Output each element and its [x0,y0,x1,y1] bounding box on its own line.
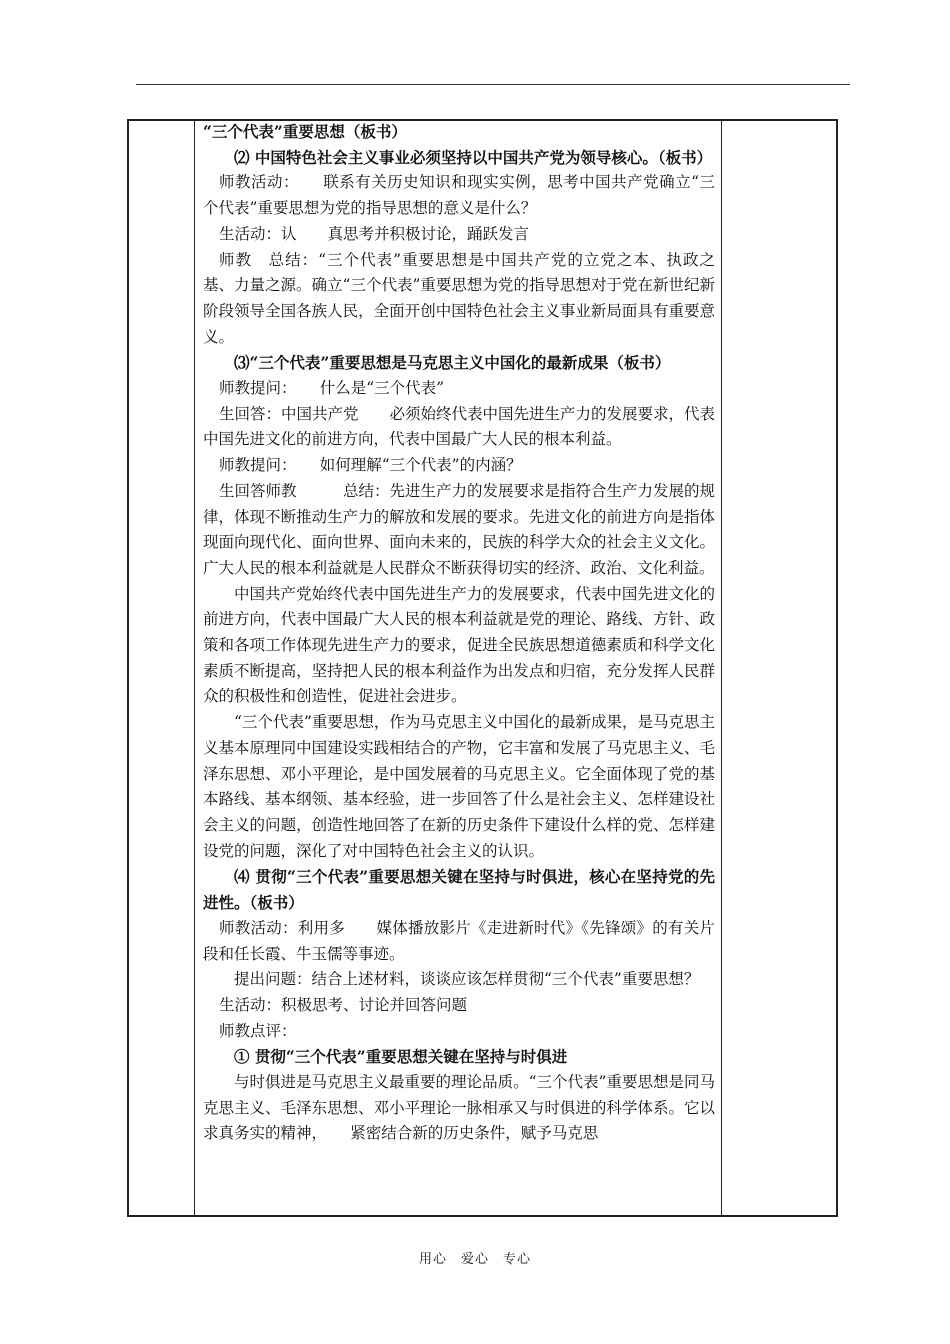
body-paragraph: “三个代表”重要思想，作为马克思主义中国化的最新成果，是马克思主义基本原理同中国建设实践相结合的产物，它丰富和发展了马克思主义、毛泽东思想、邓小平理论，是中国发展着的马克思主义。它全面体现了党的基本路线、基本纲领、基本经验，进一步回答了什么是社会主义、怎样建设社会主义的问题，创造性地回答了在新的历史条件下建设什么样的党、怎样建设党的问题，深化了对中国特色社会主义的认识。 [203,713,715,860]
board-heading: ⑶“三个代表”重要思想是马克思主义中国化的最新成果（板书） [234,353,671,373]
question-prompt: 提出问题：结合上述材料，谈谈应该怎样贯彻“三个代表”重要思想？ [234,970,700,989]
table-column-divider-right [721,121,722,1215]
board-heading: ⑵ 中国特色社会主义事业必须坚持以中国共产党为领导核心。（板书） [234,147,713,167]
student-activity: 生活动：认 真思考并积极讨论，踊跃发言 [219,224,530,243]
board-heading: “三个代表”重要思想（板书） [203,122,407,141]
header-rule [136,84,850,85]
teacher-question: 师教提问： 如何理解“三个代表”的内涵？ [219,456,522,475]
teacher-activity: 师教活动： 联系有关历史知识和现实实例，思考中国共产党确立“三个代表”重要思想为党的指导思想的意义是什么？ [203,173,715,218]
teacher-comment: 师教点评： [219,1021,297,1040]
student-activity: 生活动：积极思考、讨论并回答问题 [219,995,468,1014]
student-answer-teacher-summary: 生回答师教 总结：先进生产力的发展要求是指符合生产力发展的规律，体现不断推动生产力的解放和发展的要求。先进文化的前进方向是指体现面向现代化、面向世界、面向未来的，民族的科学大众的社会主义文化。广大人民的根本利益就是人民群众不断获得切实的经济、政治、文化利益。 [203,481,716,577]
body-paragraph: 中国共产党始终代表中国先进生产力的发展要求，代表中国先进文化的前进方向，代表中国最广大人民的根本利益就是党的理论、路线、方针、政策和各项工作体现先进生产力的要求，促进全民族思想道德素质和科学文化素质不断提高，坚持把人民的根本利益作为出发点和归宿，充分发挥人民群众的积极性和创造性，促进社会进步。 [203,584,715,706]
teacher-question: 师教提问： 什么是“三个代表” [219,379,445,398]
student-answer: 生回答：中国共产党 必须始终代表中国先进生产力的发展要求，代表中国先进文化的前进方向，代表中国最广大人民的根本利益。 [203,404,716,449]
board-heading: ⑷ 贯彻“三个代表”重要思想关键在坚持与时俱进，核心在坚持党的先进性。（板书） [203,867,715,913]
lesson-content-cell [203,119,715,1147]
sub-heading: ① 贯彻“三个代表”重要思想关键在坚持与时俱进 [234,1047,568,1067]
teacher-activity: 师教活动：利用多 媒体播放影片《走进新时代》《先锋颂》的有关片段和任长霞、牛玉儒等事迹。 [203,918,715,963]
teacher-summary: 师教 总结：“三个代表”重要思想是中国共产党的立党之本、执政之基、力量之源。确立“三个代表”重要思想为党的指导思想对于党在新世纪新阶段领导全国各族人民，全面开创中国特色社会主义事业新局面具有重要意义。 [203,250,715,346]
body-paragraph: 与时俱进是马克思主义最重要的理论品质。“三个代表”重要思想是同马克思主义、毛泽东思想、邓小平理论一脉相承又与时俱进的科学体系。它以求真务实的精神， 紧密结合新的历史条件，赋予马克思 [203,1073,715,1143]
table-column-divider-left [194,121,195,1215]
table-bottom-border [127,1215,838,1217]
page-footer: 用心 爱心 专心 [418,1252,531,1267]
